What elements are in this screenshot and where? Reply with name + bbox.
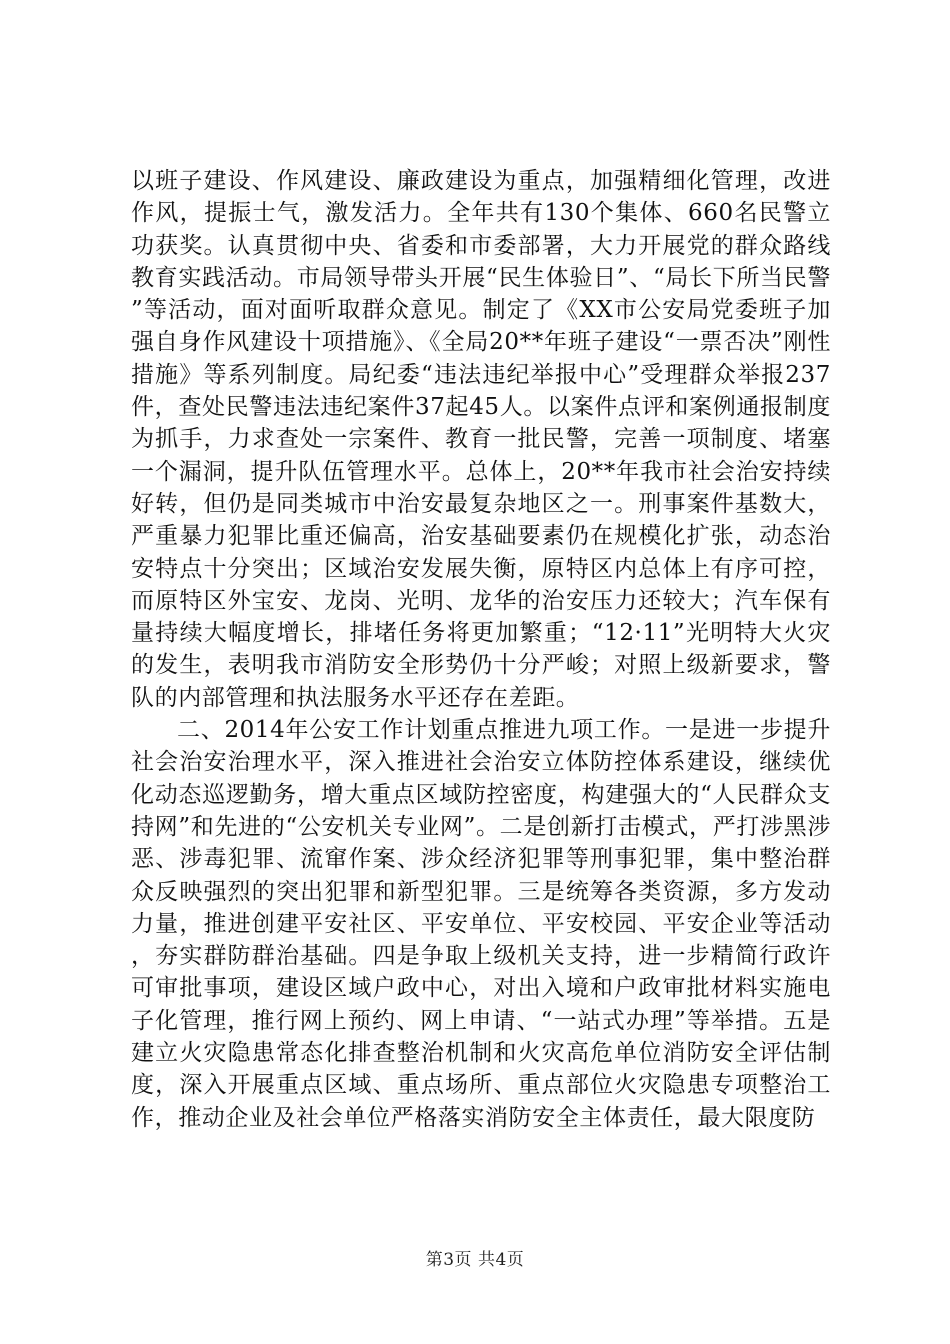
page-number-footer: 第3页 共4页 [425, 1250, 525, 1270]
paragraph-2: 二、2014年公安工作计划重点推进九项工作。一是进一步提升社会治安治理水平，深入推进社会治安立体防控体系建设，继续优化动态巡逻勤务，增大重点区域防控密度，构建强大的“人民群众支持网”和先进的“公安机关专业网”。二是创新打击模式，严打涉黑涉恶、涉毒犯罪、流窜作案、涉众经济犯罪等刑事犯罪，集中整治群众反映强烈的突出犯罪和新型犯罪。三是统筹各类资源，多方发动力量，推进创建平安社区、平安单位、平安校园、平安企业等活动，夯实群防群治基础。四是争取上级机关支持，进一步精简行政许可审批事项，建设区域户政中心，对出入境和户政审批材料实施电子化管理，推行网上预约、网上申请、“一站式办理”等举措。五是建立火灾隐患常态化排查整治机制和火灾高危单位消防安全评估制度，深入开展重点区域、重点场所、重点部位火灾隐患专项整治工作，推动企业及社会单位严格落实消防安全主体责任，最大限度防 [131, 717, 831, 1131]
document-body [131, 165, 831, 1134]
paragraph-1: 以班子建设、作风建设、廉政建设为重点，加强精细化管理，改进作风，提振士气，激发活力。全年共有130个集体、660名民警立功获奖。认真贯彻中央、省委和市委部署，大力开展党的群众路线教育实践活动。市局领导带头开展“民生体验日”、“局长下所当民警”等活动，面对面听取群众意见。制定了《XX市公安局党委班子加强自身作风建设十项措施》、《全局20**年班子建设“一票否决”刚性措施》等系列制度。局纪委“违法违纪举报中心”受理群众举报237件，查处民警违法违纪案件37起45人。以案件点评和案例通报制度为抓手，力求查处一宗案件、教育一批民警，完善一项制度、堵塞一个漏洞，提升队伍管理水平。总体上，20**年我市社会治安持续好转，但仍是同类城市中治安最复杂地区之一。刑事案件基数大，严重暴力犯罪比重还偏高，治安基础要素仍在规模化扩张，动态治安特点十分突出；区域治安发展失衡，原特区内总体上有序可控，而原特区外宝安、龙岗、光明、龙华的治安压力还较大；汽车保有量持续大幅度增长，排堵任务将更加繁重；“12·11”光明特大火灾的发生，表明我市消防安全形势仍十分严峻；对照上级新要求，警队的内部管理和执法服务水平还存在差距。 [131, 168, 831, 711]
